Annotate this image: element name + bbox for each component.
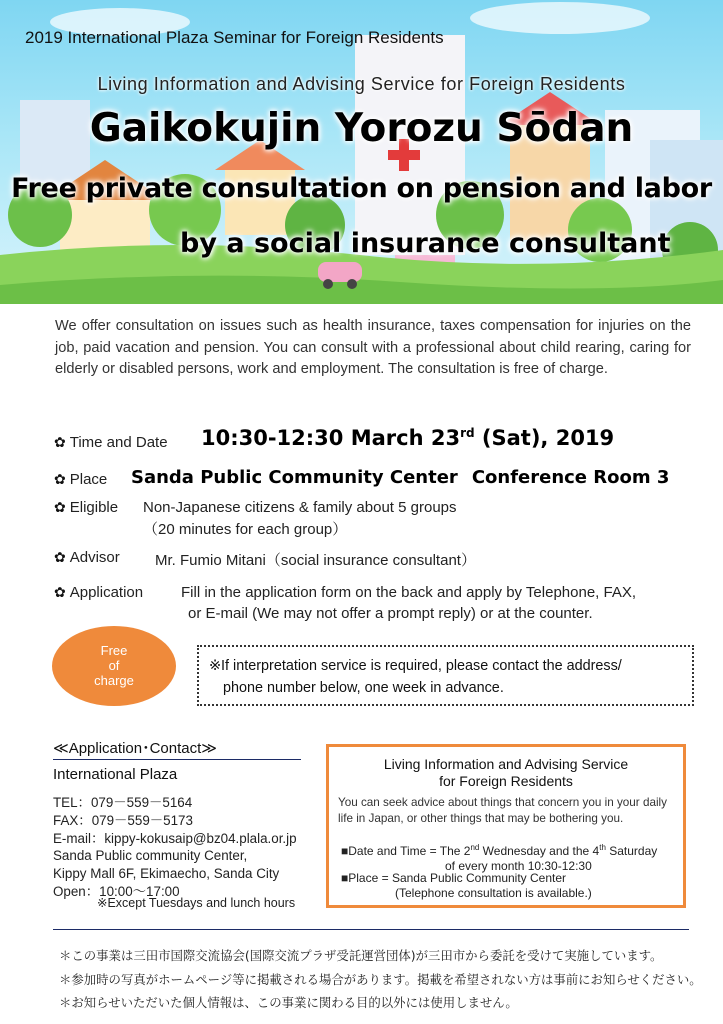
notice-line1: ※If interpretation service is required, please contact the address/ <box>209 658 622 674</box>
service-info-box <box>326 744 686 908</box>
application-line1: Fill in the application form on the back and apply by Telephone, FAX, <box>181 584 637 601</box>
application-line2: or E-mail (We may not offer a prompt reply) or at the counter. <box>188 605 593 622</box>
contact-divider <box>53 759 301 760</box>
flower-bullet-icon: ✿ <box>54 434 66 450</box>
service-place: ■Place = Sanda Public Community Center (Telephone consultation is available.) <box>341 871 592 900</box>
flower-bullet-icon: ✿ <box>54 499 66 515</box>
eligible-row <box>54 499 118 517</box>
contact-fax: FAX：079－559－5173 <box>53 812 193 828</box>
service-date: ■Date and Time = The 2nd Wednesday and the 4th Saturday of every month 10:30-12:30 <box>341 843 658 873</box>
advisor-label: Advisor <box>69 549 120 566</box>
place-row <box>54 471 107 489</box>
contact-address1: Sanda Public community Center, <box>53 848 248 864</box>
advisor-row <box>54 549 120 567</box>
contact-open-hours: Open：10:00～17:00 <box>53 883 180 899</box>
notice-line2: phone number below, one week in advance. <box>223 680 504 696</box>
subtitle: Living Information and Advising Service for Foreign Residents <box>97 74 626 94</box>
service-title: Living Information and Advising Service for Foreign Residents <box>383 756 629 789</box>
flower-bullet-icon: ✿ <box>54 584 66 600</box>
headline-line1: Free private consultation on pension and labor <box>11 173 712 204</box>
place-label: Place <box>69 471 108 488</box>
footer-note-1: ＊この事業は三田市国際交流協会(国際交流プラザ受託運営団体)が三田市から委託を受けて実施しています。 <box>59 948 663 963</box>
application-row <box>54 584 143 602</box>
headline-line2: by a social insurance consultant <box>180 228 671 259</box>
eligible-line1: Non-Japanese citizens & family about 5 groups <box>143 499 457 516</box>
contact-tel[interactable]: TEL：079－559－5164 <box>53 795 193 810</box>
contact-note: ※Except Tuesdays and lunch hours <box>97 896 296 910</box>
seminar-line: 2019 International Plaza Seminar for Foreign Residents <box>25 28 444 47</box>
eligible-line2: （20 minutes for each group） <box>143 521 348 538</box>
eligible-label: Eligible <box>69 499 119 516</box>
flower-bullet-icon: ✿ <box>54 471 66 487</box>
time-label: Time and Date <box>69 434 168 451</box>
service-description: You can seek advice about things that concern you in your daily life in Japan, or other things that may be bothering you. <box>338 796 667 825</box>
time-row <box>54 434 168 452</box>
application-label: Application <box>69 584 144 601</box>
intro-paragraph: We offer consultation on issues such as health insurance, taxes compensation for injuries on the job, paid vacation and pension. You can consult with a professional about child rearing, caring for elderly or disabled persons, work and employment. The consultation is free of charge. <box>55 318 691 377</box>
advisor-value: Mr. Fumio Mitani（social insurance consultant） <box>155 552 476 569</box>
footer-note-2: ＊参加時の写真がホームページ等に掲載される場合があります。掲載を希望されない方は事前にお知らせください。 <box>59 972 702 987</box>
free-of-charge-badge: Free of charge <box>52 626 176 706</box>
footer-note-3: ＊お知らせいただいた個人情報は、この事業に関わる目的以外には使用しません。 <box>59 995 518 1010</box>
footer-divider <box>53 929 689 930</box>
page-title: Gaikokujin Yorozu Sōdan <box>89 106 634 151</box>
flower-bullet-icon: ✿ <box>54 549 66 565</box>
time-value: 10:30-12:30 March 23rd (Sat), 2019 <box>201 426 615 450</box>
header-banner <box>0 0 723 304</box>
interpretation-notice <box>197 645 694 706</box>
contact-address2: Kippy Mall 6F, Ekimaecho, Sanda City <box>53 866 280 882</box>
contact-email[interactable]: E-mail：kippy-kokusaip@bz04.plala.or.jp <box>53 830 297 846</box>
contact-details <box>53 794 297 901</box>
place-room: Conference Room 3 <box>471 467 670 488</box>
place-value: Sanda Public Community Center Conference Room 3 <box>131 467 670 488</box>
contact-org: International Plaza <box>53 766 178 783</box>
contact-heading: ≪Application･Contact≫ <box>53 740 217 757</box>
